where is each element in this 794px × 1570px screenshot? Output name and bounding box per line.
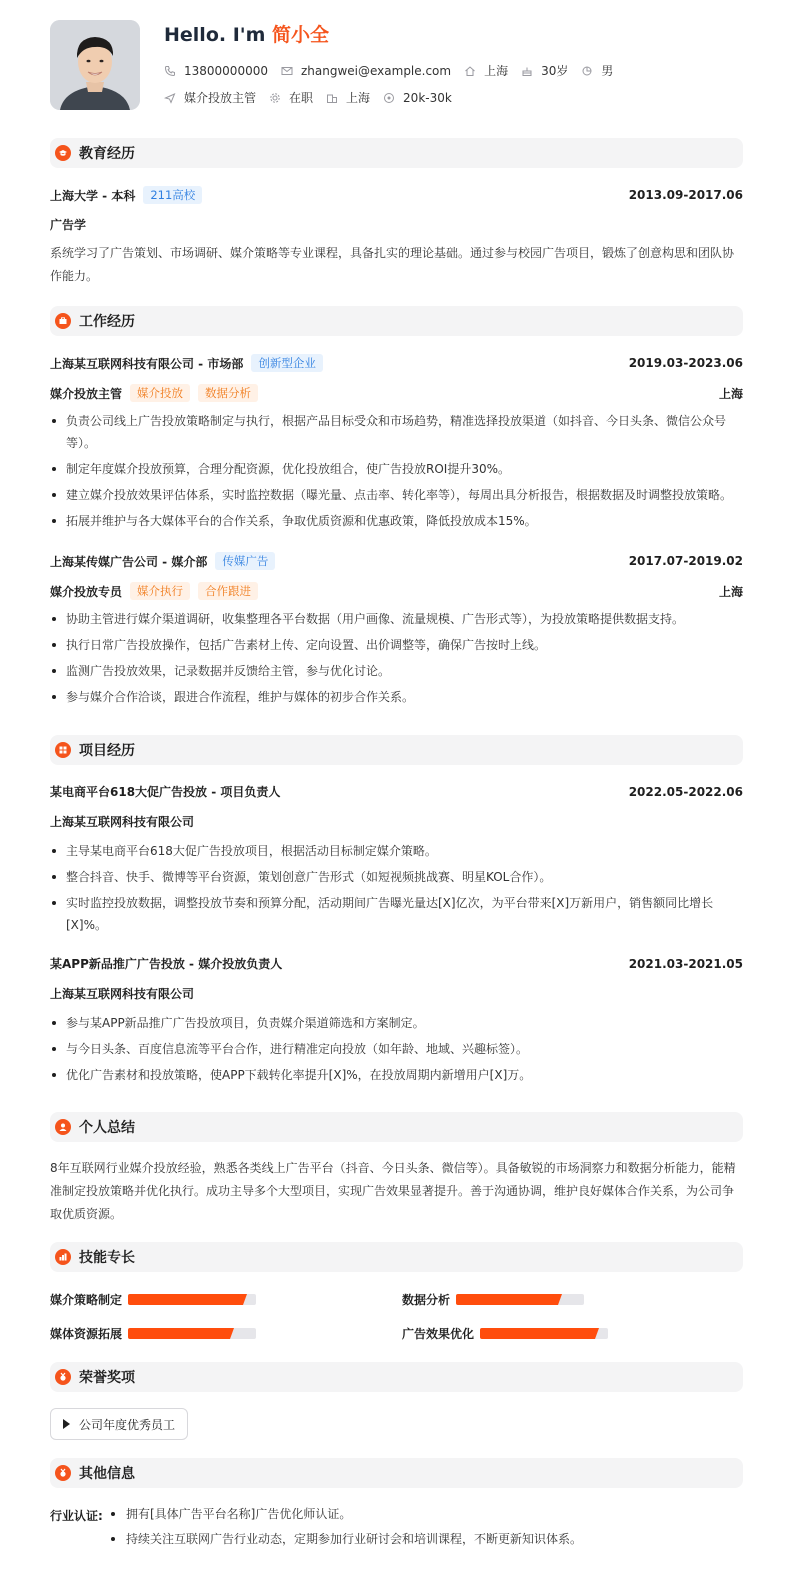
- summary-section-title: 个人总结: [79, 1120, 135, 1136]
- education-description: 系统学习了广告策划、市场调研、媒介策略等专业课程，具备扎实的理论基础。通过参与校园广告项目，锻炼了创意构思和团队协作能力。: [50, 246, 735, 283]
- phone-item: [164, 64, 268, 78]
- education-section-header: [50, 138, 743, 168]
- list-item: 实时监控投放数据，调整投放节奏和预算分配，活动期间广告曝光量达[X]亿次，为平台带来[X]万新用户，销售额同比增长[X]%。: [50, 892, 743, 936]
- work-tag: 媒介投放: [130, 384, 190, 402]
- award-chip[interactable]: [50, 1408, 188, 1440]
- medal-icon: [55, 1369, 71, 1385]
- status-text: 在职: [289, 91, 314, 105]
- skill-name: 媒体资源拓展: [50, 1327, 123, 1341]
- list-item: 优化广告素材和投放策略，使APP下载转化率提升[X]%，在投放周期内新增用户[X]万。: [50, 1064, 743, 1086]
- project-bullets: [50, 840, 743, 940]
- skill-name: 数据分析: [402, 1293, 451, 1307]
- city-item: [464, 62, 508, 79]
- graduation-cap-icon: [55, 145, 71, 161]
- skill-bar: [456, 1294, 584, 1305]
- play-icon: [63, 1419, 70, 1429]
- project-bullets: [50, 1012, 743, 1090]
- list-item: 与今日头条、百度信息流等平台合作，进行精准定向投放（如年龄、地域、兴趣标签）。: [50, 1038, 743, 1060]
- project-company-row: [50, 813, 743, 830]
- work-bullets: [50, 608, 743, 712]
- other-section-header: [50, 1458, 743, 1488]
- list-item: 制定年度媒介投放预算，合理分配资源，优化投放组合，使广告投放ROI提升30%。: [50, 458, 743, 480]
- salary-text: 20k-30k: [403, 90, 452, 105]
- list-item: 主导某电商平台618大促广告投放项目，根据活动目标制定媒介策略。: [50, 840, 743, 862]
- work-section-title: 工作经历: [79, 314, 135, 330]
- briefcase-icon: [55, 313, 71, 329]
- list-item: 整合抖音、快手、微博等平台资源，策划创意广告形式（如短视频挑战赛、明星KOL合作）。: [50, 866, 743, 888]
- mail-icon: [281, 65, 293, 77]
- gender-icon: [581, 65, 593, 77]
- awards-section-title: 荣誉奖项: [79, 1370, 135, 1386]
- education-school: 上海大学 - 本科: [50, 188, 136, 203]
- skill-bar-fill: [456, 1294, 556, 1305]
- work-location: 上海: [718, 584, 743, 599]
- summary-section-header: [50, 1112, 743, 1142]
- list-item: 拓展并维护与各大媒体平台的合作关系，争取优质资源和优惠政策，降低投放成本15%。: [50, 510, 743, 532]
- project-company: 上海某互联网科技有限公司: [50, 815, 195, 829]
- list-item: 参与媒介合作洽谈，跟进合作流程，维护与媒体的初步合作关系。: [50, 686, 743, 708]
- send-icon: [164, 92, 176, 104]
- cake-icon: [521, 65, 533, 77]
- work-company-tag: 传媒广告: [215, 552, 275, 570]
- bar-chart-icon: [55, 1249, 71, 1265]
- list-item: 监测广告投放效果，记录数据并反馈给主管，参与优化讨论。: [50, 660, 743, 682]
- work-company: 上海某传媒广告公司 - 媒介部: [50, 554, 208, 569]
- gender-text: 男: [601, 64, 614, 78]
- education-major-row: [50, 216, 743, 233]
- work-company-row: [50, 552, 743, 570]
- work-location: 上海: [718, 386, 743, 401]
- email-item: [281, 64, 451, 78]
- greeting-title: [164, 20, 329, 47]
- target-position-text: 媒介投放主管: [184, 91, 257, 105]
- list-item: 建立媒介投放效果评估体系，实时监控数据（曝光量、点击率、转化率等），每周出具分析报告，根据数据及时调整投放策略。: [50, 484, 743, 506]
- work-tag: 媒介执行: [130, 582, 190, 600]
- work-tag: 数据分析: [198, 384, 258, 402]
- skills-section-header: [50, 1242, 743, 1272]
- work-company-row: [50, 354, 743, 372]
- projects-section-header: [50, 735, 743, 765]
- grid-icon: [55, 742, 71, 758]
- target-city-item: [326, 89, 370, 106]
- email-text: zhangwei@example.com: [300, 63, 452, 78]
- avatar-photo: [50, 20, 140, 110]
- education-section-title: 教育经历: [79, 146, 135, 162]
- target-position-item: [164, 89, 256, 106]
- project-name: 某APP新品推广广告投放 - 媒介投放负责人: [50, 957, 283, 971]
- user-icon: [55, 1119, 71, 1135]
- candidate-name: 简小全: [272, 24, 330, 46]
- other-list: [108, 1503, 748, 1553]
- project-name: 某电商平台618大促广告投放 - 项目负责人: [50, 785, 281, 799]
- projects-section-title: 项目经历: [79, 743, 135, 759]
- work-period: 2017.07-2019.02: [628, 554, 743, 568]
- project-period: 2022.05-2022.06: [628, 784, 743, 799]
- gender-item: [581, 62, 613, 79]
- work-title-row: [50, 582, 743, 600]
- list-item: 拥有[具体广告平台名称]广告优化师认证。: [108, 1503, 748, 1525]
- skill-item: [50, 1291, 256, 1308]
- work-bullets: [50, 410, 743, 536]
- greeting-text: Hello. I'm: [164, 24, 272, 46]
- skill-item: [402, 1325, 608, 1342]
- skill-name: 广告效果优化: [402, 1327, 475, 1341]
- work-title-row: [50, 384, 743, 402]
- contact-info-row: [164, 62, 626, 79]
- list-item: 持续关注互联网广告行业动态，定期参加行业研讨会和培训课程，不断更新知识体系。: [108, 1528, 748, 1550]
- work-section-header: [50, 306, 743, 336]
- skill-bar: [128, 1328, 256, 1339]
- list-item: 负责公司线上广告投放策略制定与执行，根据产品目标受众和市场趋势，精准选择投放渠道（如抖音、今日头条、微信公众号等）。: [50, 410, 743, 454]
- phone-icon: [164, 65, 176, 77]
- project-company-row: [50, 985, 743, 1002]
- work-period: 2019.03-2023.06: [628, 356, 743, 370]
- salary-item: [383, 91, 452, 105]
- building-icon: [326, 92, 338, 104]
- list-item: 执行日常广告投放操作，包括广告素材上传、定向设置、出价调整等，确保广告按时上线。: [50, 634, 743, 656]
- gear-icon: [269, 92, 281, 104]
- list-item: 参与某APP新品推广广告投放项目，负责媒介渠道筛选和方案制定。: [50, 1012, 743, 1034]
- avatar: [50, 20, 140, 110]
- other-section-title: 其他信息: [79, 1466, 135, 1482]
- skill-bar: [128, 1294, 256, 1305]
- work-title: 媒介投放专员: [50, 584, 123, 599]
- work-title: 媒介投放主管: [50, 386, 123, 401]
- work-company: 上海某互联网科技有限公司 - 市场部: [50, 356, 244, 371]
- education-school-row: [50, 186, 743, 204]
- project-name-row: [50, 783, 743, 800]
- summary-text: 8年互联网行业媒介投放经验，熟悉各类线上广告平台（抖音、今日头条、微信等）。具备敏锐的市场洞察力和数据分析能力，能精准制定投放策略并优化执行。成功主导多个大型项目，实现广告效果显著提升。善于沟通协调，维护良好媒体合作关系，为公司争取优质资源。: [50, 1161, 736, 1221]
- skill-bar: [480, 1328, 608, 1339]
- award-text: 公司年度优秀员工: [79, 1417, 176, 1432]
- skill-bar-fill: [128, 1328, 228, 1339]
- project-name-row: [50, 955, 743, 972]
- age-text: 30岁: [541, 64, 569, 78]
- job-intent-row: [164, 89, 465, 106]
- home-icon: [464, 65, 476, 77]
- skill-bar-fill: [480, 1328, 593, 1339]
- work-tag: 合作跟进: [198, 582, 258, 600]
- education-major: 广告学: [50, 218, 87, 232]
- list-item: 协助主管进行媒介渠道调研，收集整理各平台数据（用户画像、流量规模、广告形式等），为投放策略提供数据支持。: [50, 608, 743, 630]
- skill-name: 媒介策略制定: [50, 1293, 123, 1307]
- project-company: 上海某互联网科技有限公司: [50, 987, 195, 1001]
- skill-item: [50, 1325, 256, 1342]
- status-item: [269, 89, 313, 106]
- work-company-tag: 创新型企业: [251, 354, 323, 372]
- city-text: 上海: [484, 64, 509, 78]
- awards-section-header: [50, 1362, 743, 1392]
- education-period: 2013.09-2017.06: [628, 188, 743, 202]
- coin-icon: [383, 92, 395, 104]
- skill-item: [402, 1291, 584, 1308]
- medal-icon: [55, 1465, 71, 1481]
- age-item: [521, 62, 568, 79]
- target-city-text: 上海: [346, 91, 371, 105]
- education-tag: 211高校: [143, 186, 202, 204]
- project-period: 2021.03-2021.05: [628, 956, 743, 971]
- skills-section-title: 技能专长: [79, 1250, 135, 1266]
- other-label: 行业认证:: [50, 1509, 103, 1523]
- phone-text: 13800000000: [184, 63, 268, 78]
- skill-bar-fill: [128, 1294, 241, 1305]
